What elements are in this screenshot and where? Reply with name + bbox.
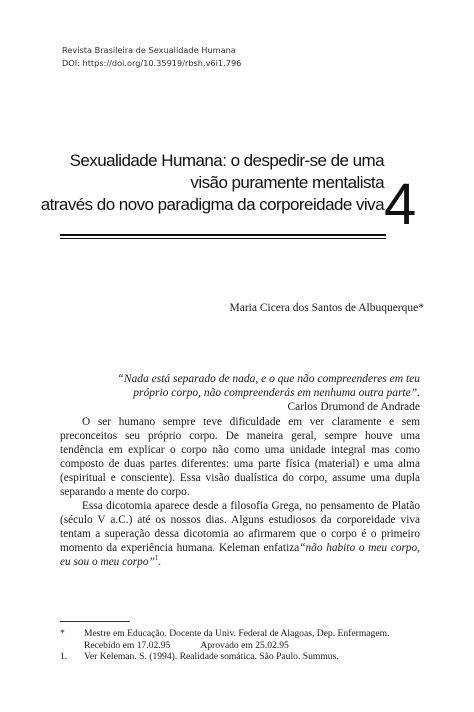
footnote-author-text: Mestre em Educação. Docente da Univ. Federal de Alagoas, Dep. Enfermagem.	[84, 628, 390, 639]
keleman-quote: “não habito o meu corpo, eu sou o meu corpo”	[60, 542, 420, 568]
footnote-rule	[60, 621, 130, 622]
paragraph-2-text: Essa dicotomia aparece desde a filosofia Grega, no pensamento de Platão (século V a.C.) até os nossos dias. Alguns estudiosos da corporeidade viva tentam a superação dessa dicotomia ao afirmarem que o corpo é o primeiro momento da experiência humana. Keleman enfatiza	[60, 500, 420, 554]
author-name: Maria Cicera dos Santos de Albuquerque*	[229, 302, 424, 314]
title-rule	[60, 234, 386, 236]
epigraph-quote-line-2: próprio corpo, não compreenderás em nenhuma outra parte”.	[133, 387, 420, 399]
epigraph-attribution: Carlos Drumond de Andrade	[287, 401, 420, 413]
footnotes	[60, 628, 420, 663]
journal-header	[62, 44, 241, 70]
title-line-2: visão puramente mentalista	[190, 173, 384, 192]
footnote-mark-1: 1.	[60, 651, 68, 662]
footnote-mark-asterisk: *	[60, 628, 65, 639]
footnote-1-text: Ver Keleman. S. (1994). Realidade somática. São Paulo. Summus.	[84, 651, 339, 662]
chapter-number: 4	[384, 172, 417, 237]
title-rule-thin	[60, 238, 386, 239]
article-body	[60, 415, 420, 569]
epigraph-quote-line-1: “Nada está separado de nada, e o que não compreenderes em teu	[117, 373, 420, 385]
doi-link[interactable]: DOI: https://doi.org/10.35919/rbsh.v6i1.796	[62, 58, 242, 68]
footnote-1	[60, 651, 420, 663]
paragraph-2-end: .	[158, 556, 162, 568]
epigraph	[90, 372, 420, 414]
journal-name: Revista Brasileira de Sexualidade Humana	[62, 45, 236, 55]
title-line-3: através do novo paradigma da corporeidade viva	[40, 195, 384, 214]
paragraph-2	[60, 499, 420, 569]
footnote-author	[60, 628, 420, 651]
approved-date: Aprovado em 25.02.95	[200, 639, 289, 651]
footnote-ref-1[interactable]: 1	[154, 554, 159, 563]
paragraph-1: O ser humano sempre teve dificuldade em ver claramente e sem preconceitos seu próprio corpo. De maneira geral, sempre houve uma tendência em explicar o corpo não como uma unidade integral mas como composto de duas partes diferentes: uma parte física (material) e uma alma (espiritual e consciente). Essa visão dualística do corpo, assume uma dupla separando a mente do corpo.	[60, 416, 420, 498]
article-title	[40, 150, 384, 216]
received-date: Recebido em 17.02.95	[84, 639, 171, 651]
title-line-1: Sexualidade Humana: o despedir-se de uma	[69, 151, 384, 170]
